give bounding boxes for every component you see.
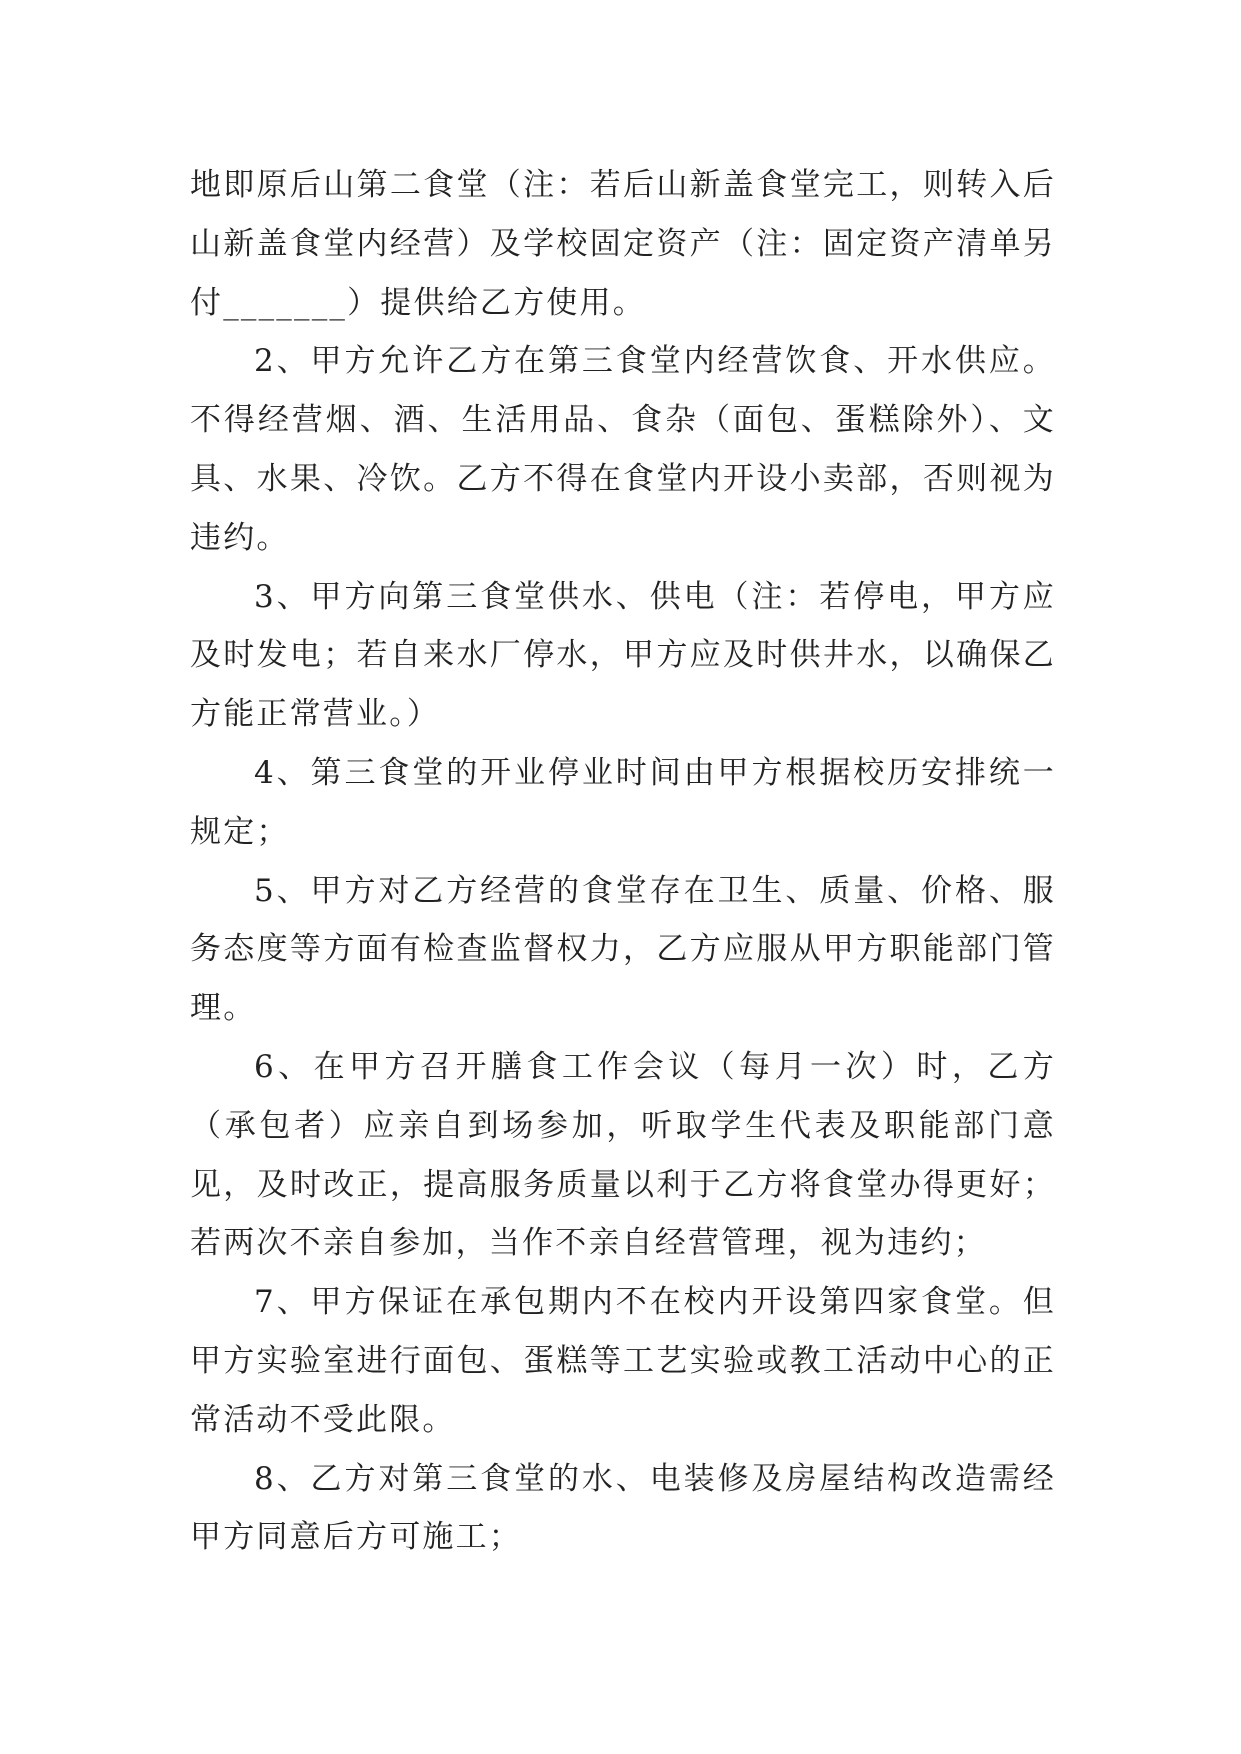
paragraph-continuation: 地即原后山第二食堂（注：若后山新盖食堂完工，则转入后山新盖食堂内经营）及学校固定资产（注：固定资产清单另付_______）提供给乙方使用。 [190,167,1056,321]
clause-8: 8、乙方对第三食堂的水、电装修及房屋结构改造需经甲方同意后方可施工； [190,1460,1056,1556]
clause-3: 3、甲方向第三食堂供水、供电（注：若停电，甲方应及时发电；若自来水厂停水，甲方应及时供井水，以确保乙方能正常营业。） [190,578,1056,733]
document-body [190,156,1056,1567]
clause-4: 4、第三食堂的开业停业时间由甲方根据校历安排统一规定； [190,754,1056,850]
clause-2: 2、甲方允许乙方在第三食堂内经营饮食、开水供应。不得经营烟、酒、生活用品、食杂（面包、蛋糕除外）、文具、水果、冷饮。乙方不得在食堂内开设小卖部，否则视为违约。 [190,343,1056,556]
clause-5: 5、甲方对乙方经营的食堂存在卫生、质量、价格、服务态度等方面有检查监督权力，乙方应服从甲方职能部门管理。 [190,872,1056,1027]
clause-6: 6、在甲方召开膳食工作会议（每月一次）时，乙方（承包者）应亲自到场参加，听取学生代表及职能部门意见，及时改正，提高服务质量以利于乙方将食堂办得更好；若两次不亲自参加，当作不亲自经营管理，视为违约； [190,1048,1056,1262]
clause-7: 7、甲方保证在承包期内不在校内开设第四家食堂。但甲方实验室进行面包、蛋糕等工艺实验或教工活动中心的正常活动不受此限。 [190,1284,1056,1438]
